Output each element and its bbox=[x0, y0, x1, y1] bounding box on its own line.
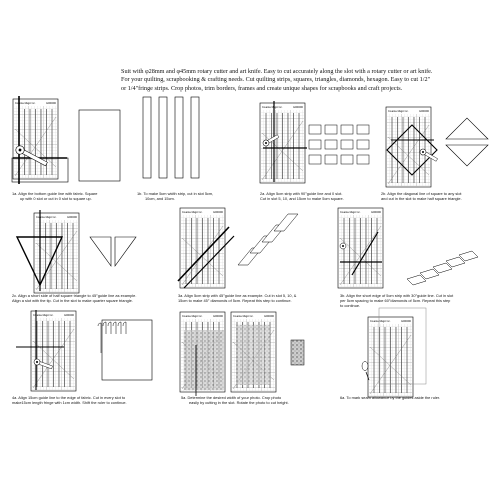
quarter-triangle bbox=[90, 237, 111, 266]
triangle-piece bbox=[446, 118, 488, 139]
step-4a-illustration bbox=[16, 310, 152, 391]
caption-3b: 3b. Align the short edge of 5cm strip with 30°guide line. Cut in slot per 5cm spacing to make 60°diamonds of 5cm. Repeat this step to continue. bbox=[340, 293, 454, 308]
ruler-graphic bbox=[34, 213, 79, 293]
triangle-piece bbox=[446, 145, 488, 166]
ruler-brand: Creative Magic Inc. bbox=[233, 315, 254, 318]
intro-line-1: Suit with φ28mm and φ45mm rotary cutter and art knife. Easy to cut accurately along the slot with a rotary cutter or art knife. bbox=[121, 68, 433, 75]
step-2c-illustration bbox=[17, 210, 136, 293]
step-3b-illustration bbox=[338, 208, 478, 288]
cropped-photo bbox=[291, 340, 304, 365]
photo bbox=[236, 325, 270, 385]
step-1a-illustration bbox=[12, 96, 68, 184]
fabric-piece bbox=[79, 110, 120, 181]
square-pieces bbox=[309, 125, 369, 164]
caption-2c: 2c. Align a short side of half square triangle to 45°guide line as example. Align a slot with the tip. Cut in the slot to make quarter square triangle. bbox=[12, 293, 137, 303]
ruler-model: E000000 bbox=[371, 211, 381, 214]
ruler-brand: Creative Magic Inc. bbox=[36, 216, 57, 219]
quarter-triangle bbox=[115, 237, 136, 266]
step-1b-illustration bbox=[79, 97, 199, 181]
step-5a-illustration bbox=[180, 312, 304, 396]
strip bbox=[175, 97, 183, 178]
ruler-graphic bbox=[368, 317, 413, 397]
ruler-graphic bbox=[180, 208, 225, 288]
ruler-brand: Creative Magic Inc. bbox=[33, 314, 54, 317]
ruler-model: E000000 bbox=[67, 216, 77, 219]
caption-1a: 1a. Align the bottom guide line with fabric. Square up with 0 slot or cut in 0 slot to square up. bbox=[12, 191, 98, 201]
intro-line-3: or 1/4"fringe strips. Crop photos, trim borders, frames and create unique shapes for scrapbooks and craft projects. bbox=[121, 84, 403, 92]
ruler-brand: Creative Magic Inc. bbox=[262, 106, 283, 109]
photo bbox=[184, 330, 224, 390]
ruler-brand: Creative Magic Inc. bbox=[388, 110, 409, 113]
ruler-model: E000000 bbox=[264, 315, 274, 318]
ruler-model: E000000 bbox=[419, 110, 429, 113]
caption-4a: 4a. Align 15cm guide line to the edge of fabric. Cut in every slot to make15cm length fringe with 1cm width. Shift the ruler to continue. bbox=[12, 395, 127, 405]
intro-line-2: For your quilting, scrapbooking & crafting needs. Cut quilting strips, squares, triangles, diamonds, hexagon. Easy to cut 1/2" bbox=[121, 76, 431, 84]
caption-3a: 3a. Align 5cm strip with 45°guide line as example. Cut in slot 5, 10, & 15cm to make 45° diamonds of 5cm. Repeat this step to continue. bbox=[178, 293, 297, 303]
step-6a-illustration bbox=[362, 308, 426, 397]
ruler-brand: Creative Magic Inc. bbox=[370, 320, 391, 323]
ruler-model: E000000 bbox=[293, 106, 303, 109]
ruler-brand: Creative Magic Inc. bbox=[182, 315, 203, 318]
caption-1b: 1b. To make 5cm width strip, cut in slot 5cm, 10cm, and 15cm. bbox=[137, 191, 214, 201]
ruler-model: E000000 bbox=[401, 320, 411, 323]
strip bbox=[143, 97, 151, 178]
caption-5a: 5a. Determine the desired width of your photo. Crop photo easily by cutting in the slot. Rotate the photo to cut height. bbox=[181, 395, 289, 405]
ruler-model: E000000 bbox=[64, 314, 74, 317]
caption-2b: 2b. Align the diagonal line of square to any slot and cut in the slot to make half square triangle. bbox=[381, 191, 462, 201]
fabric-piece bbox=[102, 320, 152, 380]
ruler-model: E000000 bbox=[213, 211, 223, 214]
caption-6a: 6a. To mark seam allowance by the guides aside the ruler. bbox=[340, 395, 441, 400]
step-2a-illustration bbox=[260, 101, 369, 183]
ruler-model: E000000 bbox=[46, 102, 56, 105]
diamond-pieces bbox=[238, 214, 298, 265]
rotary-cutter-icon bbox=[340, 243, 346, 249]
ruler-model: E000000 bbox=[213, 315, 223, 318]
diamond-pieces bbox=[407, 251, 478, 285]
step-3a-illustration bbox=[178, 208, 298, 288]
step-2b-illustration bbox=[386, 107, 488, 187]
strip bbox=[191, 97, 199, 178]
ruler-brand: Creative Magic Inc. bbox=[182, 211, 203, 214]
ruler-brand: Creative Magic Inc. bbox=[340, 211, 361, 214]
strip bbox=[159, 97, 167, 178]
ruler-brand: Creative Magic Inc. bbox=[15, 102, 36, 105]
ruler-graphic bbox=[386, 107, 431, 187]
caption-2a: 2a. Align 5cm strip with 90°guide line and 0 slot. Cut in slot 5, 10, and 15cm to make 5cm square. bbox=[260, 191, 344, 201]
ruler-graphic bbox=[31, 311, 76, 391]
